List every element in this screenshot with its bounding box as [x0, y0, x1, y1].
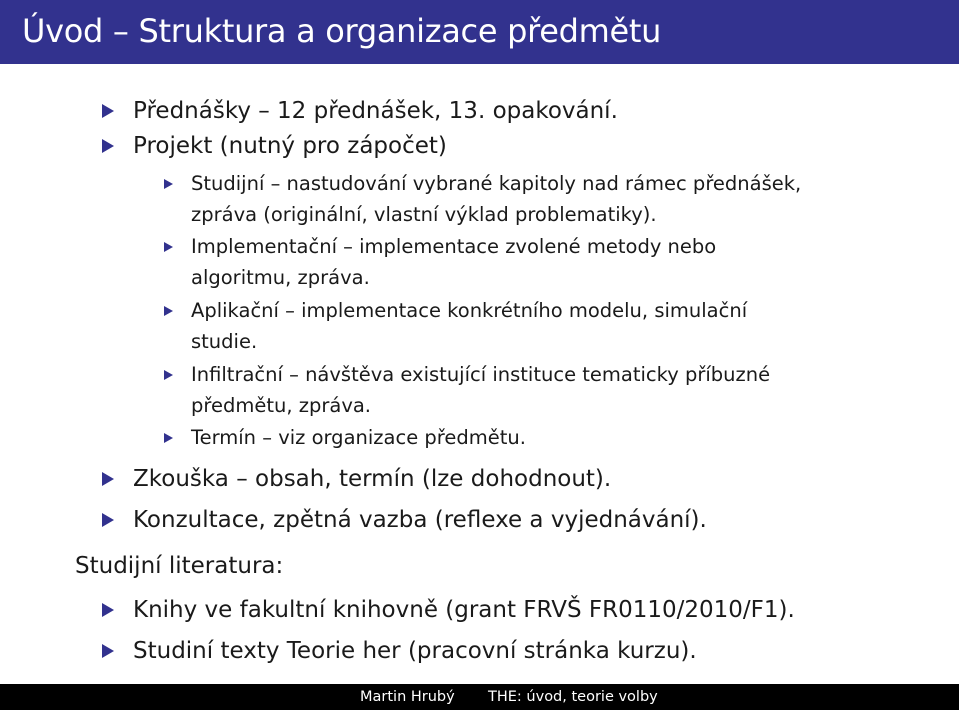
sub-list-item-continuation	[191, 328, 257, 356]
literature-heading: Studijní literatura:	[75, 553, 284, 579]
list-item	[133, 131, 447, 161]
sub-item-line-1: Aplikační – implementace konkrétního modelu, simulační	[191, 299, 748, 322]
list-item	[133, 505, 707, 535]
triangle-bullet-icon	[164, 179, 173, 189]
triangle-bullet-icon	[102, 603, 114, 617]
slide-title: Úvod – Struktura a organizace předmětu	[22, 12, 662, 50]
footer-author: Martin Hrubý	[360, 689, 455, 705]
list-item	[133, 595, 795, 625]
triangle-bullet-icon	[164, 433, 173, 443]
sub-item-line-1: Termín – viz organizace předmětu.	[191, 426, 526, 449]
sub-list-item	[191, 424, 526, 452]
footer-bar	[0, 684, 959, 710]
triangle-bullet-icon	[102, 104, 114, 118]
sub-list-item-continuation	[191, 264, 370, 292]
sub-item-line-1: Implementační – implementace zvolené metody nebo	[191, 235, 717, 258]
list-item	[133, 636, 697, 666]
sub-item-line-2: předmětu, zpráva.	[191, 394, 372, 417]
bullet-text: Zkouška – obsah, termín (lze dohodnout).	[133, 466, 612, 492]
triangle-bullet-icon	[164, 370, 173, 380]
triangle-bullet-icon	[164, 242, 173, 252]
list-item	[133, 464, 611, 494]
triangle-bullet-icon	[164, 306, 173, 316]
sub-item-line-1: Infiltrační – návštěva existující instituce tematicky příbuzné	[191, 363, 771, 386]
sub-item-line-1: Studijní – nastudování vybrané kapitoly nad rámec přednášek,	[191, 172, 802, 195]
triangle-bullet-icon	[102, 513, 114, 527]
bullet-text: Přednášky – 12 přednášek, 13. opakování.	[133, 98, 618, 124]
sub-item-line-2: studie.	[191, 330, 258, 353]
triangle-bullet-icon	[102, 644, 114, 658]
triangle-bullet-icon	[102, 139, 114, 153]
sub-item-line-2: algoritmu, zpráva.	[191, 266, 370, 289]
sub-list-item	[191, 297, 747, 325]
sub-list-item	[191, 361, 770, 389]
bullet-text: Projekt (nutný pro zápočet)	[133, 133, 447, 159]
sub-list-item	[191, 170, 801, 198]
footer-course-title: THE: úvod, teorie volby	[488, 689, 658, 705]
bullet-text: Studiní texty Teorie her (pracovní stránka kurzu).	[133, 638, 697, 664]
bullet-text: Knihy ve fakultní knihovně (grant FRVŠ FR0110/2010/F1).	[133, 597, 795, 623]
bullet-text: Konzultace, zpětná vazba (reflexe a vyjednávání).	[133, 507, 707, 533]
triangle-bullet-icon	[102, 472, 114, 486]
sub-list-item	[191, 233, 716, 261]
list-item	[133, 96, 618, 126]
sub-list-item-continuation	[191, 201, 657, 229]
sub-list-item-continuation	[191, 392, 371, 420]
sub-item-line-2: zpráva (originální, vlastní výklad problematiky).	[191, 203, 657, 226]
